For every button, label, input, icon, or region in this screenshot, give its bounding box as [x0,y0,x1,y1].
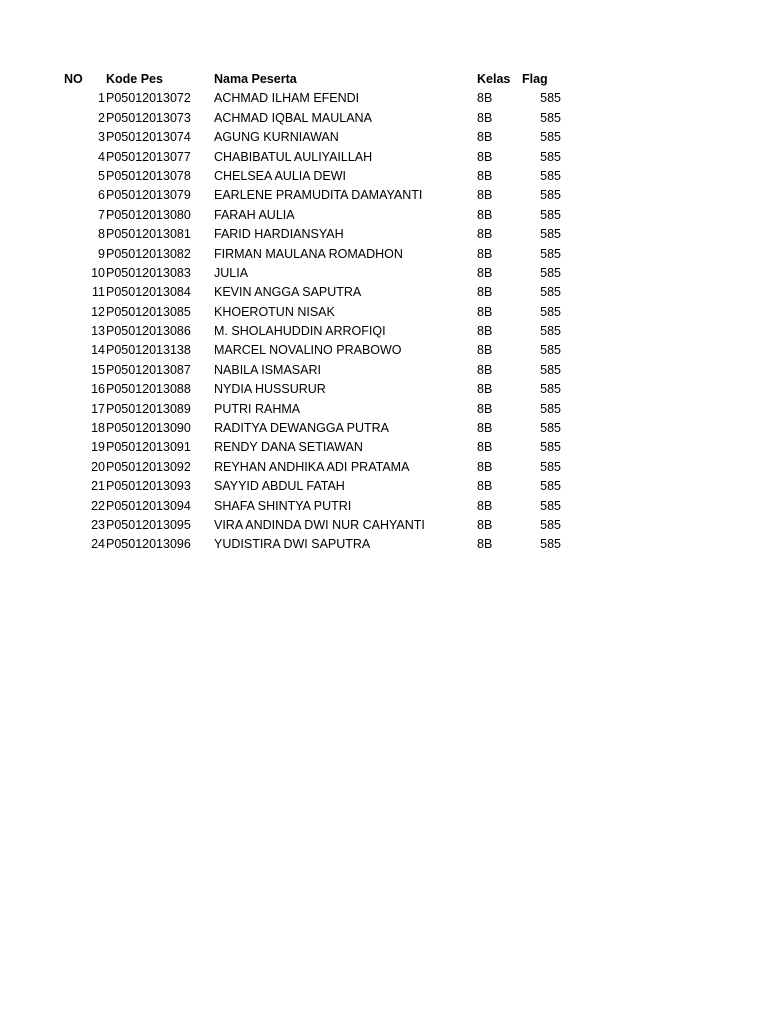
row-flag: 585 [540,343,561,358]
row-kode-pes: P05012013096 [106,537,191,552]
row-nama-peserta: CHABIBATUL AULIYAILLAH [214,149,373,164]
row-kelas: 8B [477,207,493,222]
row-nama-peserta: NABILA ISMASARI [214,362,321,377]
row-kode-pes: P05012013090 [106,421,191,436]
row-nama-peserta: REYHAN ANDHIKA ADI PRATAMA [214,459,410,474]
row-flag: 585 [540,324,561,339]
row-kelas: 8B [477,149,493,164]
table-row [0,283,768,302]
row-no: 1 [98,91,105,106]
row-kelas: 8B [477,285,493,300]
row-kode-pes: P05012013085 [106,304,191,319]
row-kode-pes: P05012013088 [106,382,191,397]
row-flag: 585 [540,227,561,242]
row-kelas: 8B [477,498,493,513]
row-kode-pes: P05012013089 [106,401,191,416]
header-kode-pes: Kode Pes [106,72,163,86]
row-flag: 585 [540,130,561,145]
row-kelas: 8B [477,421,493,436]
row-flag: 585 [540,440,561,455]
table-row [0,458,768,477]
row-flag: 585 [540,110,561,125]
row-kelas: 8B [477,246,493,261]
row-kode-pes: P05012013094 [106,498,191,513]
table-row [0,419,768,438]
row-nama-peserta: ACHMAD IQBAL MAULANA [214,110,372,125]
row-no: 18 [91,421,105,436]
header-no: NO [64,72,83,86]
row-kelas: 8B [477,304,493,319]
row-flag: 585 [540,517,561,532]
participant-table [0,70,768,555]
row-kode-pes: P05012013092 [106,459,191,474]
row-no: 17 [91,401,105,416]
row-kelas: 8B [477,130,493,145]
row-kode-pes: P05012013091 [106,440,191,455]
row-flag: 585 [540,149,561,164]
table-row [0,477,768,496]
row-nama-peserta: RENDY DANA SETIAWAN [214,440,363,455]
table-row [0,245,768,264]
row-no: 12 [91,304,105,319]
table-row [0,322,768,341]
table-row [0,167,768,186]
row-flag: 585 [540,246,561,261]
row-nama-peserta: FARAH AULIA [214,207,295,222]
table-row [0,128,768,147]
header-nama-peserta: Nama Peserta [214,72,297,86]
row-flag: 585 [540,362,561,377]
row-nama-peserta: AGUNG KURNIAWAN [214,130,339,145]
row-nama-peserta: VIRA ANDINDA DWI NUR CAHYANTI [214,517,425,532]
row-kode-pes: P05012013079 [106,188,191,203]
table-row [0,89,768,108]
row-no: 10 [91,265,105,280]
row-flag: 585 [540,498,561,513]
row-kode-pes: P05012013093 [106,479,191,494]
table-row [0,206,768,225]
row-nama-peserta: MARCEL NOVALINO PRABOWO [214,343,402,358]
row-flag: 585 [540,91,561,106]
row-kelas: 8B [477,382,493,397]
row-kode-pes: P05012013080 [106,207,191,222]
row-no: 3 [98,130,105,145]
row-nama-peserta: NYDIA HUSSURUR [214,382,326,397]
row-no: 15 [91,362,105,377]
row-no: 16 [91,382,105,397]
row-kelas: 8B [477,91,493,106]
row-no: 8 [98,227,105,242]
table-row [0,535,768,554]
table-row [0,186,768,205]
row-nama-peserta: KHOEROTUN NISAK [214,304,335,319]
row-flag: 585 [540,188,561,203]
row-kode-pes: P05012013078 [106,168,191,183]
row-flag: 585 [540,537,561,552]
row-kode-pes: P05012013095 [106,517,191,532]
row-no: 7 [98,207,105,222]
row-kelas: 8B [477,440,493,455]
table-header-row [0,70,768,89]
row-kode-pes: P05012013073 [106,110,191,125]
row-no: 24 [91,537,105,552]
table-row [0,303,768,322]
row-flag: 585 [540,479,561,494]
table-row [0,380,768,399]
row-no: 22 [91,498,105,513]
row-no: 9 [98,246,105,261]
table-row [0,497,768,516]
row-nama-peserta: ACHMAD ILHAM EFENDI [214,91,360,106]
row-kode-pes: P05012013138 [106,343,191,358]
row-kode-pes: P05012013083 [106,265,191,280]
row-no: 2 [98,110,105,125]
row-nama-peserta: KEVIN ANGGA SAPUTRA [214,285,362,300]
row-nama-peserta: PUTRI RAHMA [214,401,301,416]
row-kelas: 8B [477,343,493,358]
header-kelas: Kelas [477,72,511,86]
row-nama-peserta: RADITYA DEWANGGA PUTRA [214,421,390,436]
row-kelas: 8B [477,227,493,242]
row-nama-peserta: SHAFA SHINTYA PUTRI [214,498,352,513]
row-no: 19 [91,440,105,455]
row-kelas: 8B [477,537,493,552]
table-body [0,89,768,554]
row-nama-peserta: FARID HARDIANSYAH [214,227,344,242]
row-kelas: 8B [477,479,493,494]
row-flag: 585 [540,304,561,319]
row-nama-peserta: YUDISTIRA DWI SAPUTRA [214,537,371,552]
row-nama-peserta: M. SHOLAHUDDIN ARROFIQI [214,324,386,339]
row-kode-pes: P05012013081 [106,227,191,242]
row-no: 5 [98,168,105,183]
table-row [0,516,768,535]
row-kelas: 8B [477,324,493,339]
row-kode-pes: P05012013074 [106,130,191,145]
row-flag: 585 [540,207,561,222]
row-kode-pes: P05012013072 [106,91,191,106]
table-row [0,400,768,419]
row-kode-pes: P05012013084 [106,285,191,300]
row-no: 6 [98,188,105,203]
table-row [0,109,768,128]
row-no: 14 [91,343,105,358]
row-kode-pes: P05012013082 [106,246,191,261]
row-nama-peserta: FIRMAN MAULANA ROMADHON [214,246,403,261]
row-no: 4 [98,149,105,164]
table-row [0,148,768,167]
row-kelas: 8B [477,401,493,416]
row-flag: 585 [540,421,561,436]
table-row [0,361,768,380]
row-flag: 585 [540,285,561,300]
row-no: 11 [92,285,105,300]
row-no: 13 [91,324,105,339]
row-kelas: 8B [477,362,493,377]
table-row [0,264,768,283]
row-kelas: 8B [477,110,493,125]
row-kelas: 8B [477,517,493,532]
row-flag: 585 [540,459,561,474]
row-nama-peserta: EARLENE PRAMUDITA DAMAYANTI [214,188,423,203]
row-flag: 585 [540,168,561,183]
table-row [0,438,768,457]
row-no: 20 [91,459,105,474]
row-no: 21 [91,479,105,494]
row-nama-peserta: CHELSEA AULIA DEWI [214,168,346,183]
row-flag: 585 [540,265,561,280]
row-kode-pes: P05012013077 [106,149,191,164]
row-no: 23 [91,517,105,532]
table-row [0,225,768,244]
row-kode-pes: P05012013086 [106,324,191,339]
row-nama-peserta: SAYYID ABDUL FATAH [214,479,345,494]
row-flag: 585 [540,401,561,416]
row-kelas: 8B [477,459,493,474]
row-flag: 585 [540,382,561,397]
row-kelas: 8B [477,265,493,280]
table-row [0,341,768,360]
row-nama-peserta: JULIA [214,265,249,280]
row-kelas: 8B [477,168,493,183]
row-kelas: 8B [477,188,493,203]
row-kode-pes: P05012013087 [106,362,191,377]
header-flag: Flag [522,72,548,86]
